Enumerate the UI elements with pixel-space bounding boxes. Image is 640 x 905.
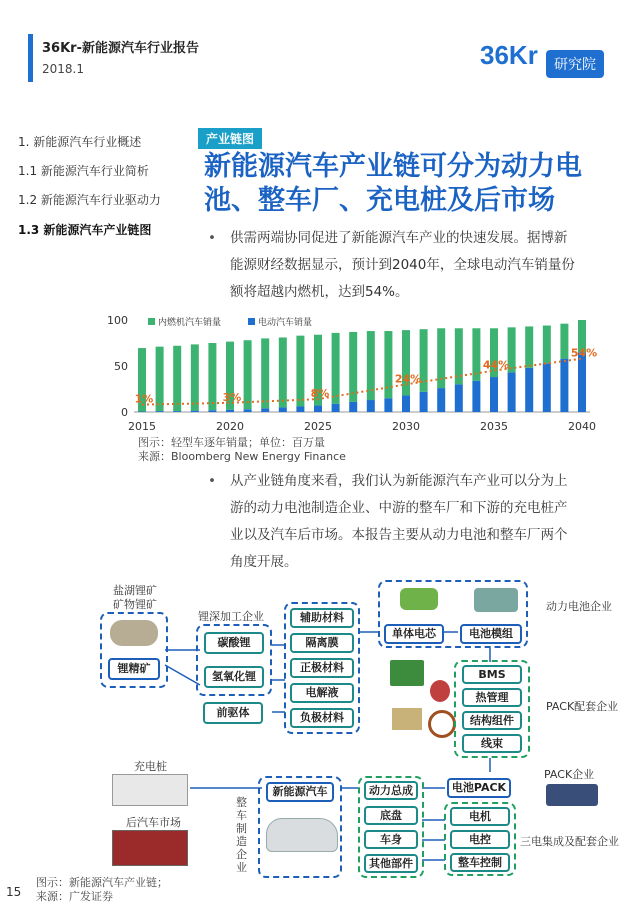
legend-label: 电动汽车销量 bbox=[258, 318, 313, 328]
bar-ev-sales bbox=[420, 392, 428, 412]
bar-ev-sales bbox=[244, 409, 252, 412]
report-title: 36Kr-新能源汽车行业报告 bbox=[42, 41, 199, 56]
box-nev: 新能源汽车 bbox=[266, 782, 334, 802]
bar-ice-sales bbox=[367, 331, 375, 400]
box-battery-cell: 单体电芯 bbox=[384, 624, 444, 644]
section-title: 新能源汽车产业链可分为动力电池、整车厂、充电桩及后市场 bbox=[204, 151, 582, 216]
label-deep-processing: 锂深加工企业 bbox=[198, 610, 264, 623]
ev-share-label: 24% bbox=[394, 372, 422, 386]
bar-ev-sales bbox=[384, 398, 392, 412]
diagram-caption bbox=[36, 876, 168, 904]
box-precursor: 前驱体 bbox=[203, 702, 263, 724]
bar-ev-sales bbox=[226, 410, 234, 412]
aftermarket-image bbox=[112, 830, 188, 866]
y-tick-label: 100 bbox=[107, 314, 128, 327]
box-thermal-management: 热管理 bbox=[462, 688, 522, 707]
bullet-dot-icon: • bbox=[208, 473, 216, 489]
bullet-paragraph-1 bbox=[208, 225, 580, 306]
nav-item-drivers[interactable]: 1.2 新能源汽车行业驱动力 bbox=[18, 193, 161, 207]
bar-ice-sales bbox=[261, 338, 269, 408]
bar-ice-sales bbox=[208, 343, 216, 410]
bar-ev-sales bbox=[402, 395, 410, 412]
label-charging-pile: 充电桩 bbox=[134, 760, 167, 773]
box-separator: 隔离膜 bbox=[290, 633, 354, 653]
thermal-image bbox=[430, 680, 450, 702]
box-lithium-concentrate: 锂精矿 bbox=[108, 658, 160, 680]
label-pack-suppliers: PACK配套企业 bbox=[546, 700, 619, 713]
bar-ev-sales bbox=[472, 381, 480, 412]
bar-ev-sales bbox=[349, 402, 357, 412]
ev-share-label: 44% bbox=[482, 358, 510, 372]
box-chassis: 底盘 bbox=[364, 806, 418, 825]
x-tick-label: 2040 bbox=[568, 420, 596, 433]
chart-caption bbox=[138, 436, 346, 464]
bar-ev-sales bbox=[261, 408, 269, 412]
bar-ice-sales bbox=[332, 333, 340, 404]
battery-pack-image bbox=[546, 784, 598, 806]
battery-module-image bbox=[474, 588, 518, 612]
bar-ice-sales bbox=[560, 324, 568, 359]
ev-share-line bbox=[142, 359, 582, 405]
bar-ev-sales bbox=[560, 359, 568, 412]
ev-share-label: 1% bbox=[134, 392, 154, 406]
diagram-caption-line2: 来源：广发证券 bbox=[36, 890, 113, 903]
bar-ev-sales bbox=[367, 400, 375, 412]
box-structural-components: 结构组件 bbox=[462, 711, 522, 730]
label-battery-companies: 动力电池企业 bbox=[546, 600, 612, 613]
legend-swatch bbox=[248, 318, 255, 325]
bar-ev-sales bbox=[543, 363, 551, 412]
battery-cell-group bbox=[378, 580, 528, 648]
x-tick-label: 2020 bbox=[216, 420, 244, 433]
nav-item-chain[interactable]: 1.3 新能源汽车产业链图 bbox=[18, 223, 152, 237]
ore-rock-image bbox=[110, 620, 158, 646]
bullet-text-1: 供需两端协同促进了新能源汽车产业的快速发展。据博新能源财经数据显示，预计到2040年，全球电动汽车销量份额将超越内燃机，达到54%。 bbox=[230, 230, 575, 300]
chart-caption-line2: 来源：Bloomberg New Energy Finance bbox=[138, 450, 346, 463]
box-motor: 电机 bbox=[450, 807, 510, 826]
bar-ice-sales bbox=[156, 347, 164, 411]
box-other-parts: 其他部件 bbox=[364, 854, 418, 873]
header-accent-bar bbox=[28, 34, 33, 82]
bullet-paragraph-2 bbox=[208, 468, 578, 576]
bar-ice-sales bbox=[244, 340, 252, 409]
legend-swatch bbox=[148, 318, 155, 325]
bar-ev-sales bbox=[208, 410, 216, 412]
deep-processing-group bbox=[196, 624, 272, 696]
x-tick-label: 2015 bbox=[128, 420, 156, 433]
bar-ev-sales bbox=[332, 404, 340, 412]
charging-pile-image bbox=[112, 774, 188, 806]
box-battery-module: 电池模组 bbox=[460, 624, 522, 644]
bar-ev-sales bbox=[191, 411, 199, 412]
logo-subtext: 研究院 bbox=[546, 50, 604, 78]
bar-ev-sales bbox=[455, 384, 463, 412]
box-electric-control: 电控 bbox=[450, 830, 510, 849]
box-wiring-harness: 线束 bbox=[462, 734, 522, 753]
report-date: 2018.1 bbox=[42, 62, 84, 76]
label-mineral-lithium: 矿物锂矿 bbox=[113, 598, 157, 611]
bms-board-image bbox=[390, 660, 424, 686]
chart-caption-line1: 图示：轻型车逐年销量；单位：百万量 bbox=[138, 436, 325, 449]
bar-ice-sales bbox=[173, 346, 181, 411]
36kr-logo bbox=[474, 40, 624, 84]
ev-share-label: 54% bbox=[570, 346, 598, 360]
bar-ice-sales bbox=[349, 332, 357, 402]
bar-ev-sales bbox=[279, 407, 287, 412]
industry-chain-diagram bbox=[0, 580, 640, 880]
raw-material-group bbox=[100, 612, 168, 688]
box-electrolyte: 电解液 bbox=[290, 683, 354, 703]
materials-group bbox=[284, 602, 360, 734]
section-tag: 产业链图 bbox=[198, 128, 262, 149]
bar-ev-sales bbox=[173, 411, 181, 412]
label-aftermarket: 后汽车市场 bbox=[126, 816, 181, 829]
car-image bbox=[266, 818, 338, 852]
bar-ice-sales bbox=[191, 344, 199, 410]
three-electric-group bbox=[444, 802, 516, 876]
bar-ice-sales bbox=[296, 336, 304, 407]
label-three-electric: 三电集成及配套企业 bbox=[520, 835, 619, 848]
box-auxiliary-material: 辅助材料 bbox=[290, 608, 354, 628]
bar-ev-sales bbox=[578, 352, 586, 412]
legend-label: 内燃机汽车销量 bbox=[158, 318, 222, 328]
label-pack-companies: PACK企业 bbox=[544, 768, 595, 781]
diagram-caption-line1: 图示：新能源汽车产业链； bbox=[36, 876, 168, 889]
oem-group bbox=[258, 776, 342, 878]
box-anode-material: 负极材料 bbox=[290, 708, 354, 728]
y-tick-label: 0 bbox=[121, 406, 128, 419]
bar-ice-sales bbox=[402, 330, 410, 395]
vehicle-parts-group bbox=[358, 776, 424, 878]
box-lithium-carbonate: 碳酸锂 bbox=[204, 632, 264, 654]
bar-ev-sales bbox=[156, 411, 164, 412]
bar-ev-sales bbox=[508, 372, 516, 412]
ev-share-label: 8% bbox=[310, 387, 330, 401]
bar-ev-sales bbox=[437, 388, 445, 412]
label-oem: 整车制造企业 bbox=[236, 796, 247, 874]
bar-ev-sales bbox=[525, 368, 533, 412]
bar-ice-sales bbox=[525, 326, 533, 367]
bar-ev-sales bbox=[314, 406, 322, 412]
structure-image bbox=[392, 708, 422, 730]
bullet-dot-icon: • bbox=[208, 230, 216, 246]
bar-ev-sales bbox=[490, 377, 498, 412]
nav-item-analysis[interactable]: 1.1 新能源汽车行业简析 bbox=[18, 164, 149, 178]
box-vehicle-control: 整车控制 bbox=[450, 853, 510, 872]
bar-ev-sales bbox=[296, 406, 304, 412]
bar-ice-sales bbox=[279, 337, 287, 407]
x-tick-label: 2030 bbox=[392, 420, 420, 433]
bar-ice-sales bbox=[543, 326, 551, 364]
harness-image bbox=[428, 710, 456, 738]
bullet-text-2: 从产业链角度来看，我们认为新能源汽车产业可以分为上游的动力电池制造企业、中游的整车厂和下游的充电桩产业以及汽车后市场。本报告主要从动力电池和整车厂两个角度开展。 bbox=[230, 473, 568, 570]
label-salt-lake-lithium: 盐湖锂矿 bbox=[113, 584, 157, 597]
x-tick-label: 2035 bbox=[480, 420, 508, 433]
x-tick-label: 2025 bbox=[304, 420, 332, 433]
box-powertrain: 动力总成 bbox=[364, 781, 418, 800]
box-lithium-hydroxide: 氢氧化锂 bbox=[204, 666, 264, 688]
box-body: 车身 bbox=[364, 830, 418, 849]
page-number: 15 bbox=[6, 885, 22, 899]
nav-item-overview[interactable]: 1. 新能源汽车行业概述 bbox=[18, 135, 142, 149]
pack-supplier-group bbox=[454, 660, 530, 758]
box-battery-pack: 电池PACK bbox=[447, 778, 511, 798]
y-tick-label: 50 bbox=[114, 360, 128, 373]
sales-chart bbox=[100, 308, 600, 438]
box-cathode-material: 正极材料 bbox=[290, 658, 354, 678]
bar-ice-sales bbox=[384, 331, 392, 398]
box-bms: BMS bbox=[462, 665, 522, 684]
logo-text: 36Kr bbox=[480, 40, 538, 70]
ev-share-label: 3% bbox=[222, 390, 242, 404]
battery-cell-image bbox=[400, 588, 438, 610]
